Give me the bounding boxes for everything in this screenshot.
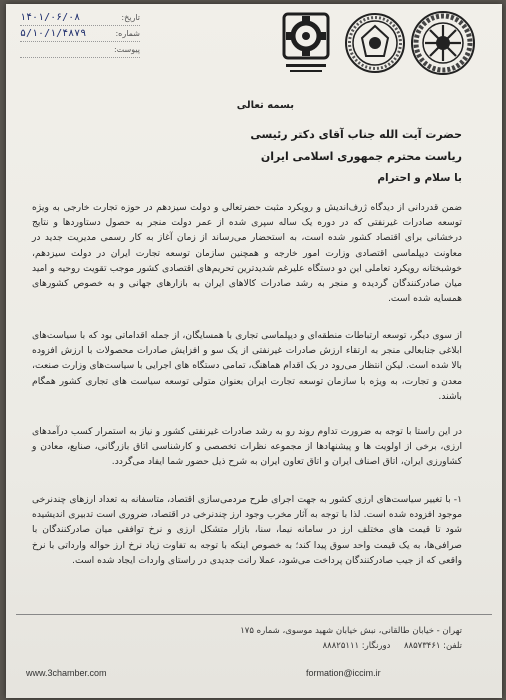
number-label: شماره:: [115, 29, 140, 38]
number-row: [20, 26, 140, 42]
greeting: با سلام و احترام: [377, 172, 462, 184]
attachment-row: [20, 42, 140, 58]
attachment-label: پیوست:: [113, 45, 140, 54]
footer-phone: تلفن: ۸۸۵۷۳۴۶۱: [403, 641, 462, 651]
footer-address: تهران - خیابان طالقانی، نبش خیابان شهید موسوی، شماره ۱۷۵: [240, 626, 462, 636]
footer-phone-fax: [36, 639, 462, 654]
footer-contact: [36, 624, 462, 654]
reference-block: [20, 10, 140, 58]
addressee-block: [250, 124, 462, 168]
date-label: تاریخ:: [121, 13, 140, 22]
chamber-logo-gear-icon: [276, 8, 336, 80]
number-value: ۵/۱۰/۱/۴۸۷۹: [20, 28, 87, 39]
letter-page: [6, 4, 502, 698]
date-value: ۱۴۰۱/۰۶/۰۸: [20, 12, 81, 23]
addressee-title: ریاست محترم جمهوری اسلامی ایران: [260, 150, 462, 163]
footer-email-link[interactable]: formation@iccim.ir: [306, 668, 381, 678]
date-row: [20, 10, 140, 26]
paragraph-4-item-1: ۱- با تغییر سیاست‌های ارزی کشور به جهت اجرای طرح مردمی‌سازی اقتصاد، متاسفانه به تعداد ارزهای چندنرخی موجود افزوده شده است. لذا با توجه به آثار مخرب وجود ارز چندنرخی در اقتصاد، ضروری است تدبیری اندیشیده شود تا قیمت های مختلف ارز در سامانه نیما، سنا، بازار متشکل ارزی و نرخ توافقی میان صادرکنندگان با صرافی‌ها، به یک قیمت واحد سوق پیدا کند؛ به خصوص اینکه با توجه به تفاوت زیاد نرخ ارز حواله وارداتی با نرخ واقعی که از جیب صادرکنندگان پرداخت می‌شود، عملا رانت جدیدی در راستای واردات ایجاد شده است.: [32, 494, 462, 566]
cooperative-chamber-seal-icon: [344, 12, 406, 74]
footer-fax: دورنگار: ۸۸۸۲۵۱۱۱: [322, 641, 391, 651]
addressee-name: حضرت آیت الله جناب آقای دکتر رئیسی: [250, 128, 462, 141]
paragraph-1: ضمن قدردانی از دیدگاه ژرف‌اندیش و رویکرد مثبت حضرتعالی و دولت سیزدهم در حوزه تجارت خارجی به ویژه توسعه صادرات غیرنفتی که در دوره یک ساله سپری شده از عمر دولت منجر به حصول دستاوردها و نتایج درخشانی برای اقتصاد کشور شده است، به استحضار می‌رساند از زمان آغاز به کار رسمی مدیریت جدید در معاونت دیپلماسی اقتصادی وزارت امور خارجه و همچنین سازمان توسعه تجارت ایران در دولت سیزدهم، خوشبختانه رویکرد تعاملی این دو دستگاه علیرغم شدیدترین تحریم‌های اقتصادی کشور موجب تقویت روحیه و امید میان صادرکنندگان گردیده و منجر به رشد صادرات کالاهای ایران به بازارهای جهانی و به خصوص کشورهای همسایه شده است.: [32, 202, 462, 305]
salutation: بسمه تعالی: [236, 100, 294, 111]
footer-website-link[interactable]: www.3chamber.com: [26, 668, 107, 678]
footer-divider: [16, 614, 492, 615]
paragraph-3: در این راستا با توجه به ضرورت تداوم روند رو به رشد صادرات غیرنفتی کشور و نیاز به استمرار کسب درآمدهای ارزی، برخی از اولویت ها و پیشنهادها از مجموعه نظرات تخصصی و کارشناسی اتاق بازرگانی، صنایع، معادن و کشاورزی ایران، اتاق اصناف ایران و اتاق تعاون ایران به شرح ذیل حضور شما ایفاد می‌گردد.: [32, 426, 462, 468]
paragraph-2: از سوی دیگر، توسعه ارتباطات منطقه‌ای و دیپلماسی تجاری با همسایگان، از جمله اقداماتی بود که با سیاست‌های ابلاغی جنابعالی منجر به ارتقاء ارزش صادرات غیرنفتی از یک سو و افزایش صادرات محصولات با ارزش افزوده بالا شده است. لیکن انتظار می‌رود در یک اقدام هماهنگ، تمامی دستگاه های اجرایی با سیاست‌های وزارت صنعت، معدن و تجارت، به ویژه با سازمان توسعه تجارت ایران بعنوان متولی توسعه سیاست های تجاری کشور همگام باشند.: [32, 330, 462, 402]
iran-chamber-seal-icon: [410, 10, 476, 76]
